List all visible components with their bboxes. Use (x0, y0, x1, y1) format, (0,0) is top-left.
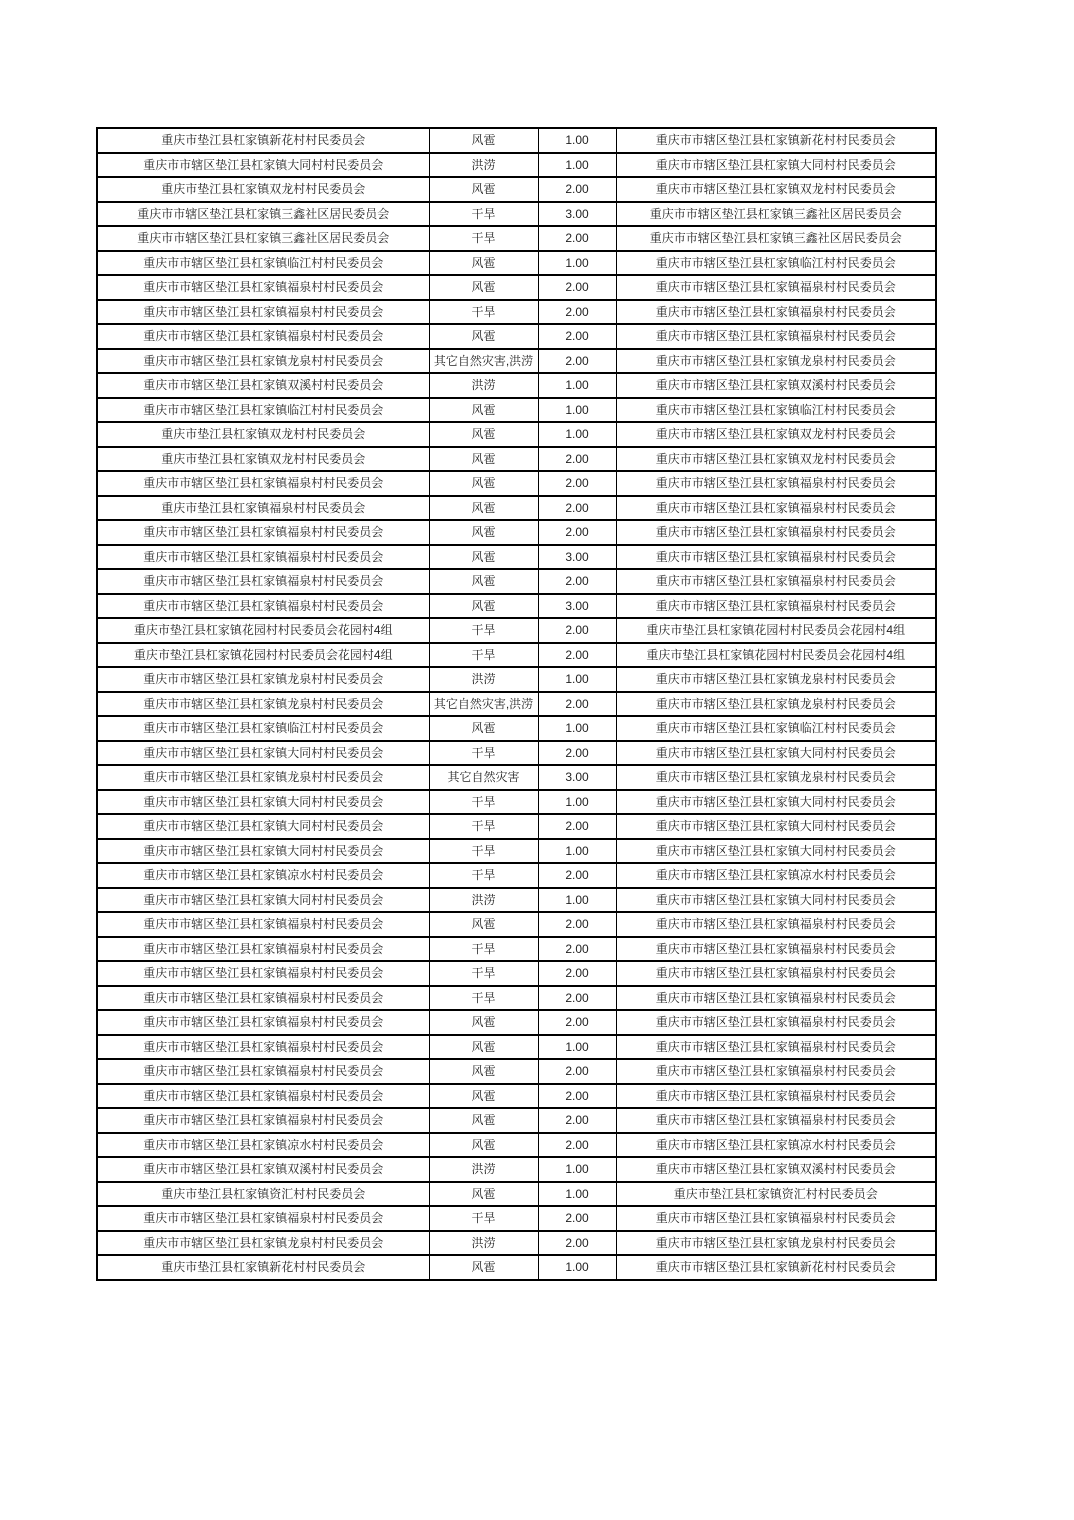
org-name-cell: 重庆市市辖区垫江县杠家镇福泉村村民委员会 (97, 1010, 429, 1035)
table-row (97, 643, 936, 668)
org-name-cell: 重庆市市辖区垫江县杠家镇双溪村村民委员会 (97, 373, 429, 398)
disaster-type-cell: 洪涝 (429, 888, 538, 913)
disaster-type-cell: 风雹 (429, 1084, 538, 1109)
org-name-full-cell: 重庆市市辖区垫江县杠家镇双溪村村民委员会 (616, 373, 936, 398)
disaster-type-cell: 风雹 (429, 1133, 538, 1158)
org-name-cell: 重庆市市辖区垫江县杠家镇福泉村村民委员会 (97, 1059, 429, 1084)
table-row (97, 986, 936, 1011)
org-name-cell: 重庆市市辖区垫江县杠家镇福泉村村民委员会 (97, 545, 429, 570)
table-row (97, 1231, 936, 1256)
count-cell: 2.00 (538, 471, 616, 496)
org-name-cell: 重庆市市辖区垫江县杠家镇大同村村民委员会 (97, 741, 429, 766)
org-name-cell: 重庆市市辖区垫江县杠家镇大同村村民委员会 (97, 153, 429, 178)
table-row (97, 177, 936, 202)
count-cell: 1.00 (538, 1255, 616, 1280)
count-cell: 1.00 (538, 839, 616, 864)
disaster-type-cell: 风雹 (429, 1035, 538, 1060)
table-row (97, 1035, 936, 1060)
count-cell: 2.00 (538, 1231, 616, 1256)
disaster-type-cell: 洪涝 (429, 667, 538, 692)
org-name-full-cell: 重庆市市辖区垫江县杠家镇福泉村村民委员会 (616, 1084, 936, 1109)
disaster-type-cell: 洪涝 (429, 153, 538, 178)
table-row (97, 520, 936, 545)
disaster-type-cell: 风雹 (429, 324, 538, 349)
count-cell: 2.00 (538, 643, 616, 668)
table-row (97, 1010, 936, 1035)
disaster-type-cell: 其它自然灾害,洪涝 (429, 692, 538, 717)
org-name-cell: 重庆市市辖区垫江县杠家镇福泉村村民委员会 (97, 594, 429, 619)
disaster-type-cell: 风雹 (429, 1059, 538, 1084)
count-cell: 2.00 (538, 275, 616, 300)
table-row (97, 471, 936, 496)
disaster-type-cell: 风雹 (429, 1182, 538, 1207)
count-cell: 2.00 (538, 324, 616, 349)
count-cell: 3.00 (538, 594, 616, 619)
count-cell: 1.00 (538, 1182, 616, 1207)
org-name-full-cell: 重庆市市辖区垫江县杠家镇大同村村民委员会 (616, 814, 936, 839)
org-name-full-cell: 重庆市市辖区垫江县杠家镇福泉村村民委员会 (616, 300, 936, 325)
count-cell: 2.00 (538, 349, 616, 374)
org-name-cell: 重庆市市辖区垫江县杠家镇大同村村民委员会 (97, 814, 429, 839)
count-cell: 2.00 (538, 300, 616, 325)
disaster-type-cell: 干旱 (429, 986, 538, 1011)
table-row (97, 1182, 936, 1207)
table-row (97, 961, 936, 986)
org-name-cell: 重庆市市辖区垫江县杠家镇福泉村村民委员会 (97, 912, 429, 937)
org-name-cell: 重庆市市辖区垫江县杠家镇龙泉村村民委员会 (97, 765, 429, 790)
table-row (97, 790, 936, 815)
disaster-type-cell: 干旱 (429, 618, 538, 643)
count-cell: 1.00 (538, 790, 616, 815)
disaster-type-cell: 风雹 (429, 471, 538, 496)
count-cell: 2.00 (538, 692, 616, 717)
disaster-type-cell: 干旱 (429, 863, 538, 888)
org-name-cell: 重庆市市辖区垫江县杠家镇福泉村村民委员会 (97, 275, 429, 300)
org-name-cell: 重庆市市辖区垫江县杠家镇福泉村村民委员会 (97, 961, 429, 986)
org-name-full-cell: 重庆市市辖区垫江县杠家镇福泉村村民委员会 (616, 275, 936, 300)
org-name-full-cell: 重庆市市辖区垫江县杠家镇福泉村村民委员会 (616, 937, 936, 962)
table-row (97, 300, 936, 325)
disaster-type-cell: 风雹 (429, 520, 538, 545)
count-cell: 1.00 (538, 667, 616, 692)
org-name-full-cell: 重庆市市辖区垫江县杠家镇临江村村民委员会 (616, 398, 936, 423)
org-name-cell: 重庆市市辖区垫江县杠家镇大同村村民委员会 (97, 790, 429, 815)
org-name-cell: 重庆市垫江县杠家镇资汇村村民委员会 (97, 1182, 429, 1207)
disaster-type-cell: 风雹 (429, 177, 538, 202)
table-row (97, 324, 936, 349)
table-row (97, 422, 936, 447)
org-name-full-cell: 重庆市市辖区垫江县杠家镇福泉村村民委员会 (616, 1206, 936, 1231)
org-name-full-cell: 重庆市垫江县杠家镇花园村村民委员会花园村4组 (616, 618, 936, 643)
table-row (97, 741, 936, 766)
table-row (97, 863, 936, 888)
disaster-type-cell: 风雹 (429, 1255, 538, 1280)
org-name-cell: 重庆市市辖区垫江县杠家镇福泉村村民委员会 (97, 324, 429, 349)
disaster-type-cell: 洪涝 (429, 1157, 538, 1182)
count-cell: 1.00 (538, 398, 616, 423)
org-name-full-cell: 重庆市市辖区垫江县杠家镇临江村村民委员会 (616, 251, 936, 276)
disaster-type-cell: 干旱 (429, 961, 538, 986)
table-row (97, 1157, 936, 1182)
table-row (97, 594, 936, 619)
count-cell: 2.00 (538, 863, 616, 888)
count-cell: 3.00 (538, 545, 616, 570)
count-cell: 1.00 (538, 716, 616, 741)
org-name-cell: 重庆市市辖区垫江县杠家镇福泉村村民委员会 (97, 300, 429, 325)
table-row (97, 1108, 936, 1133)
table-row (97, 667, 936, 692)
table-row (97, 275, 936, 300)
org-name-full-cell: 重庆市市辖区垫江县杠家镇福泉村村民委员会 (616, 1010, 936, 1035)
table-row (97, 251, 936, 276)
org-name-cell: 重庆市市辖区垫江县杠家镇福泉村村民委员会 (97, 471, 429, 496)
org-name-full-cell: 重庆市市辖区垫江县杠家镇福泉村村民委员会 (616, 1059, 936, 1084)
disaster-type-cell: 干旱 (429, 226, 538, 251)
org-name-full-cell: 重庆市市辖区垫江县杠家镇大同村村民委员会 (616, 741, 936, 766)
org-name-full-cell: 重庆市市辖区垫江县杠家镇三鑫社区居民委员会 (616, 226, 936, 251)
disaster-type-cell: 风雹 (429, 128, 538, 153)
org-name-full-cell: 重庆市市辖区垫江县杠家镇双龙村村民委员会 (616, 447, 936, 472)
table-row (97, 226, 936, 251)
count-cell: 2.00 (538, 741, 616, 766)
table-row (97, 716, 936, 741)
org-name-full-cell: 重庆市市辖区垫江县杠家镇福泉村村民委员会 (616, 594, 936, 619)
org-name-cell: 重庆市市辖区垫江县杠家镇临江村村民委员会 (97, 716, 429, 741)
org-name-cell: 重庆市市辖区垫江县杠家镇福泉村村民委员会 (97, 569, 429, 594)
org-name-full-cell: 重庆市市辖区垫江县杠家镇新花村村民委员会 (616, 128, 936, 153)
count-cell: 1.00 (538, 251, 616, 276)
table-row (97, 545, 936, 570)
disaster-type-cell: 洪涝 (429, 1231, 538, 1256)
disaster-type-cell: 风雹 (429, 275, 538, 300)
org-name-cell: 重庆市市辖区垫江县杠家镇龙泉村村民委员会 (97, 692, 429, 717)
org-name-cell: 重庆市市辖区垫江县杠家镇三鑫社区居民委员会 (97, 226, 429, 251)
org-name-full-cell: 重庆市市辖区垫江县杠家镇大同村村民委员会 (616, 888, 936, 913)
table-row (97, 569, 936, 594)
org-name-full-cell: 重庆市市辖区垫江县杠家镇新花村村民委员会 (616, 1255, 936, 1280)
disaster-type-cell: 干旱 (429, 741, 538, 766)
table-row (97, 765, 936, 790)
disaster-type-cell: 其它自然灾害 (429, 765, 538, 790)
count-cell: 1.00 (538, 1035, 616, 1060)
count-cell: 2.00 (538, 447, 616, 472)
disaster-type-cell: 风雹 (429, 1108, 538, 1133)
org-name-full-cell: 重庆市市辖区垫江县杠家镇福泉村村民委员会 (616, 324, 936, 349)
org-name-cell: 重庆市市辖区垫江县杠家镇福泉村村民委员会 (97, 520, 429, 545)
org-name-cell: 重庆市垫江县杠家镇花园村村民委员会花园村4组 (97, 618, 429, 643)
count-cell: 1.00 (538, 422, 616, 447)
table-row (97, 618, 936, 643)
table-row (97, 692, 936, 717)
count-cell: 1.00 (538, 888, 616, 913)
count-cell: 2.00 (538, 937, 616, 962)
org-name-full-cell: 重庆市市辖区垫江县杠家镇龙泉村村民委员会 (616, 692, 936, 717)
org-name-cell: 重庆市市辖区垫江县杠家镇福泉村村民委员会 (97, 1206, 429, 1231)
table-row (97, 888, 936, 913)
table-row (97, 447, 936, 472)
table-row (97, 202, 936, 227)
org-name-cell: 重庆市市辖区垫江县杠家镇大同村村民委员会 (97, 839, 429, 864)
disaster-type-cell: 干旱 (429, 202, 538, 227)
disaster-type-cell: 风雹 (429, 422, 538, 447)
org-name-full-cell: 重庆市市辖区垫江县杠家镇临江村村民委员会 (616, 716, 936, 741)
table-row (97, 1206, 936, 1231)
org-name-full-cell: 重庆市市辖区垫江县杠家镇大同村村民委员会 (616, 839, 936, 864)
disaster-type-cell: 风雹 (429, 496, 538, 521)
table-row (97, 1133, 936, 1158)
disaster-type-cell: 洪涝 (429, 373, 538, 398)
table-row (97, 496, 936, 521)
disaster-type-cell: 风雹 (429, 912, 538, 937)
org-name-full-cell: 重庆市市辖区垫江县杠家镇福泉村村民委员会 (616, 912, 936, 937)
org-name-cell: 重庆市市辖区垫江县杠家镇福泉村村民委员会 (97, 986, 429, 1011)
org-name-full-cell: 重庆市市辖区垫江县杠家镇福泉村村民委员会 (616, 569, 936, 594)
org-name-cell: 重庆市垫江县杠家镇花园村村民委员会花园村4组 (97, 643, 429, 668)
disaster-type-cell: 风雹 (429, 569, 538, 594)
org-name-cell: 重庆市市辖区垫江县杠家镇龙泉村村民委员会 (97, 667, 429, 692)
disaster-type-cell: 风雹 (429, 251, 538, 276)
table-row (97, 1084, 936, 1109)
org-name-full-cell: 重庆市垫江县杠家镇花园村村民委员会花园村4组 (616, 643, 936, 668)
org-name-full-cell: 重庆市市辖区垫江县杠家镇凉水村村民委员会 (616, 863, 936, 888)
table-row (97, 373, 936, 398)
org-name-full-cell: 重庆市市辖区垫江县杠家镇三鑫社区居民委员会 (616, 202, 936, 227)
org-name-cell: 重庆市市辖区垫江县杠家镇凉水村村民委员会 (97, 1133, 429, 1158)
org-name-full-cell: 重庆市市辖区垫江县杠家镇龙泉村村民委员会 (616, 667, 936, 692)
table-row (97, 349, 936, 374)
org-name-cell: 重庆市市辖区垫江县杠家镇临江村村民委员会 (97, 398, 429, 423)
count-cell: 2.00 (538, 986, 616, 1011)
count-cell: 1.00 (538, 373, 616, 398)
org-name-full-cell: 重庆市垫江县杠家镇资汇村村民委员会 (616, 1182, 936, 1207)
count-cell: 2.00 (538, 912, 616, 937)
count-cell: 2.00 (538, 1133, 616, 1158)
org-name-cell: 重庆市垫江县杠家镇福泉村村民委员会 (97, 496, 429, 521)
count-cell: 3.00 (538, 765, 616, 790)
count-cell: 2.00 (538, 177, 616, 202)
disaster-type-cell: 风雹 (429, 1010, 538, 1035)
table-row (97, 128, 936, 153)
disaster-type-cell: 干旱 (429, 937, 538, 962)
table-row (97, 912, 936, 937)
disaster-type-cell: 风雹 (429, 716, 538, 741)
org-name-cell: 重庆市市辖区垫江县杠家镇龙泉村村民委员会 (97, 1231, 429, 1256)
org-name-full-cell: 重庆市市辖区垫江县杠家镇福泉村村民委员会 (616, 1035, 936, 1060)
count-cell: 2.00 (538, 814, 616, 839)
count-cell: 3.00 (538, 202, 616, 227)
org-name-full-cell: 重庆市市辖区垫江县杠家镇福泉村村民委员会 (616, 1108, 936, 1133)
count-cell: 2.00 (538, 520, 616, 545)
count-cell: 2.00 (538, 1059, 616, 1084)
count-cell: 2.00 (538, 226, 616, 251)
count-cell: 2.00 (538, 569, 616, 594)
table-row (97, 839, 936, 864)
disaster-records-table (96, 127, 937, 1281)
org-name-full-cell: 重庆市市辖区垫江县杠家镇龙泉村村民委员会 (616, 765, 936, 790)
org-name-cell: 重庆市市辖区垫江县杠家镇双溪村村民委员会 (97, 1157, 429, 1182)
org-name-cell: 重庆市垫江县杠家镇双龙村村民委员会 (97, 447, 429, 472)
count-cell: 2.00 (538, 1108, 616, 1133)
org-name-full-cell: 重庆市市辖区垫江县杠家镇福泉村村民委员会 (616, 496, 936, 521)
disaster-type-cell: 干旱 (429, 839, 538, 864)
org-name-cell: 重庆市市辖区垫江县杠家镇临江村村民委员会 (97, 251, 429, 276)
table-row (97, 153, 936, 178)
org-name-cell: 重庆市垫江县杠家镇新花村村民委员会 (97, 128, 429, 153)
org-name-cell: 重庆市市辖区垫江县杠家镇凉水村村民委员会 (97, 863, 429, 888)
disaster-type-cell: 风雹 (429, 447, 538, 472)
table-row (97, 398, 936, 423)
disaster-type-cell: 风雹 (429, 398, 538, 423)
org-name-cell: 重庆市市辖区垫江县杠家镇福泉村村民委员会 (97, 937, 429, 962)
count-cell: 2.00 (538, 496, 616, 521)
org-name-cell: 重庆市垫江县杠家镇新花村村民委员会 (97, 1255, 429, 1280)
org-name-full-cell: 重庆市市辖区垫江县杠家镇福泉村村民委员会 (616, 545, 936, 570)
table-row (97, 814, 936, 839)
org-name-cell: 重庆市垫江县杠家镇双龙村村民委员会 (97, 177, 429, 202)
disaster-type-cell: 风雹 (429, 594, 538, 619)
count-cell: 1.00 (538, 1157, 616, 1182)
disaster-type-cell: 干旱 (429, 643, 538, 668)
org-name-full-cell: 重庆市市辖区垫江县杠家镇大同村村民委员会 (616, 790, 936, 815)
org-name-full-cell: 重庆市市辖区垫江县杠家镇凉水村村民委员会 (616, 1133, 936, 1158)
org-name-cell: 重庆市垫江县杠家镇双龙村村民委员会 (97, 422, 429, 447)
disaster-type-cell: 干旱 (429, 790, 538, 815)
org-name-full-cell: 重庆市市辖区垫江县杠家镇双龙村村民委员会 (616, 422, 936, 447)
table-row (97, 937, 936, 962)
org-name-cell: 重庆市市辖区垫江县杠家镇龙泉村村民委员会 (97, 349, 429, 374)
org-name-full-cell: 重庆市市辖区垫江县杠家镇双龙村村民委员会 (616, 177, 936, 202)
count-cell: 2.00 (538, 1084, 616, 1109)
count-cell: 2.00 (538, 1010, 616, 1035)
org-name-full-cell: 重庆市市辖区垫江县杠家镇龙泉村村民委员会 (616, 349, 936, 374)
disaster-type-cell: 干旱 (429, 300, 538, 325)
count-cell: 1.00 (538, 128, 616, 153)
disaster-type-cell: 干旱 (429, 814, 538, 839)
org-name-cell: 重庆市市辖区垫江县杠家镇福泉村村民委员会 (97, 1084, 429, 1109)
org-name-cell: 重庆市市辖区垫江县杠家镇福泉村村民委员会 (97, 1108, 429, 1133)
org-name-full-cell: 重庆市市辖区垫江县杠家镇福泉村村民委员会 (616, 986, 936, 1011)
table-body (97, 128, 936, 1280)
table-row (97, 1059, 936, 1084)
count-cell: 1.00 (538, 153, 616, 178)
org-name-full-cell: 重庆市市辖区垫江县杠家镇福泉村村民委员会 (616, 961, 936, 986)
count-cell: 2.00 (538, 618, 616, 643)
org-name-cell: 重庆市市辖区垫江县杠家镇大同村村民委员会 (97, 888, 429, 913)
org-name-full-cell: 重庆市市辖区垫江县杠家镇福泉村村民委员会 (616, 471, 936, 496)
org-name-full-cell: 重庆市市辖区垫江县杠家镇双溪村村民委员会 (616, 1157, 936, 1182)
org-name-full-cell: 重庆市市辖区垫江县杠家镇龙泉村村民委员会 (616, 1231, 936, 1256)
org-name-full-cell: 重庆市市辖区垫江县杠家镇福泉村村民委员会 (616, 520, 936, 545)
count-cell: 2.00 (538, 961, 616, 986)
org-name-full-cell: 重庆市市辖区垫江县杠家镇大同村村民委员会 (616, 153, 936, 178)
count-cell: 2.00 (538, 1206, 616, 1231)
table-row (97, 1255, 936, 1280)
disaster-type-cell: 干旱 (429, 1206, 538, 1231)
disaster-type-cell: 风雹 (429, 545, 538, 570)
disaster-type-cell: 其它自然灾害,洪涝 (429, 349, 538, 374)
org-name-cell: 重庆市市辖区垫江县杠家镇福泉村村民委员会 (97, 1035, 429, 1060)
org-name-cell: 重庆市市辖区垫江县杠家镇三鑫社区居民委员会 (97, 202, 429, 227)
